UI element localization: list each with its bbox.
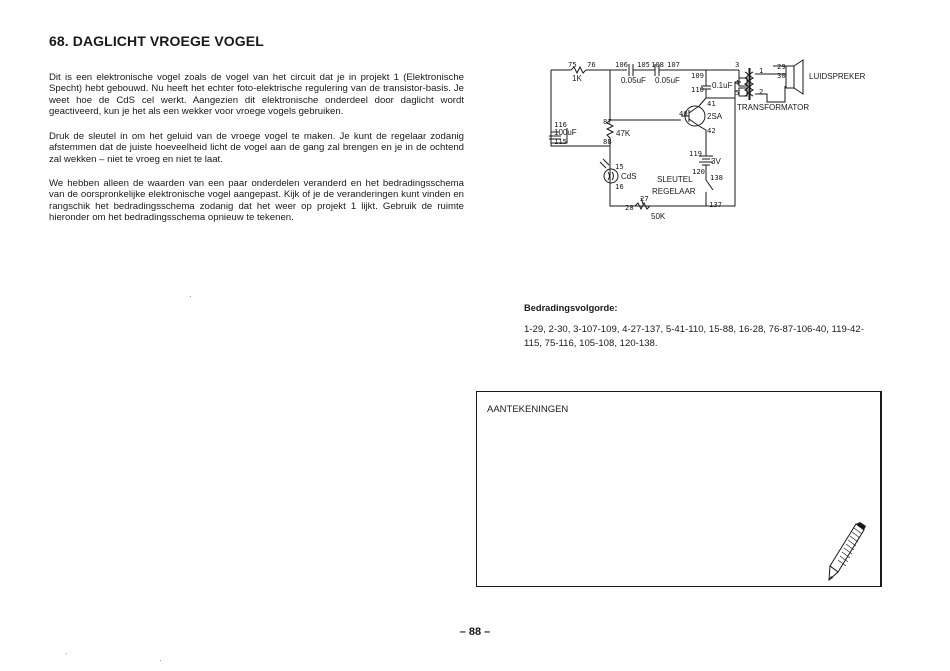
page-number: – 88 – [459, 626, 491, 638]
capacitor-1-label: 0.05uF [621, 76, 646, 85]
scan-speck [190, 296, 191, 297]
notes-box[interactable] [476, 391, 882, 587]
notes-title: AANTEKENINGEN [487, 404, 569, 415]
transformer-label: TRANSFORMATOR [737, 103, 810, 112]
terminal-29-label: 29 [777, 62, 786, 71]
terminal-41-label: 41 [707, 99, 716, 108]
scan-speck [160, 660, 161, 661]
terminal-30-label: 30 [777, 71, 786, 80]
cds-label: CdS [621, 172, 637, 181]
terminal-107-label: 107 [667, 60, 680, 69]
wiring-title: Bedradingsvolgorde: [524, 303, 618, 313]
instruction-paragraph: Druk de sleutel in om het geluid van de vroege vogel te maken. Je kunt de regelaar zodanig afstemmen dat de juiste hoeveelheid licht de vogel aan de gang zal brengen en je in de ochtend zal wekken – niet te vroeg en niet te laat. [49, 131, 464, 165]
terminal-119-label: 119 [689, 149, 702, 158]
potentiometer-value-label: 50K [651, 212, 666, 221]
project-title: 68. DAGLICHT VROEGE VOGEL [49, 33, 264, 49]
terminal-40-label: 40 [679, 109, 688, 118]
battery-label: 3V [711, 157, 721, 166]
terminal-87-label: 87 [603, 117, 612, 126]
terminal-108-label: 108 [651, 60, 664, 69]
transistor-label: 2SA [707, 112, 723, 121]
terminal-88-label: 88 [603, 137, 612, 146]
terminal-110-label: 110 [691, 85, 704, 94]
terminal-138-label: 138 [710, 173, 723, 182]
terminal-116-label: 116 [554, 120, 567, 129]
capacitor-100-label: 100uF [554, 128, 577, 137]
cds-cell-symbol [604, 169, 618, 183]
pencil-icon [826, 522, 866, 584]
terminal-105-label: 105 [637, 60, 650, 69]
terminal-76-label: 76 [587, 60, 596, 69]
terminal-109-label: 109 [691, 71, 704, 80]
key-label: SLEUTEL [657, 175, 693, 184]
terminal-106-label: 106 [615, 60, 628, 69]
terminal-27-label: 27 [640, 194, 649, 203]
terminal-75-label: 75 [568, 60, 577, 69]
terminal-16-label: 16 [615, 182, 624, 191]
terminal-15-label: 15 [615, 162, 624, 171]
scan-speck [66, 653, 67, 654]
terminal-42-label: 42 [707, 126, 716, 135]
capacitor-2-label: 0.05uF [655, 76, 680, 85]
intro-paragraph: Dit is een elektronische vogel zoals de vogel van het circuit dat je in projekt 1 (Elektronische Specht) hebt gebouwd. Nu heeft het echter foto-elektrische regulering van de transistor-basis. Je weet hoe de CdS cel werkt. Aangezien dit elektronische onderdeel door daglicht wordt geactiveerd, kun je het als een wekker voor vroege vogels gebruiken. [49, 72, 464, 117]
wiring-sequence: 1-29, 2-30, 3-107-109, 4-27-137, 5-41-110, 15-88, 16-28, 76-87-106-40, 119-42-115, 75-116, 105-108, 120-138. [524, 324, 864, 349]
capacitor-3-label: 0.1uF [712, 81, 733, 90]
terminal-28-label: 28 [625, 203, 634, 212]
speaker-label: LUIDSPREKER [809, 72, 866, 81]
terminal-115-label: 115 [554, 137, 567, 146]
exercise-paragraph: We hebben alleen de waarden van een paar onderdelen veranderd en het bedradingsschema van de oorspronkelijke elektronische vogel aangepast. Kijk of je de veranderingen kunt vinden en rangschik het bedradingsschema zodanig dat het weer op projekt 1 lijkt. Gebruik de ruimte hieronder om het bedradingsschema opnieuw te tekenen. [49, 178, 464, 223]
terminal-137-label: 137 [709, 200, 722, 209]
terminal-3-label: 3 [735, 60, 740, 69]
potentiometer-label: REGELAAR [652, 187, 696, 196]
circuit-schematic [545, 58, 885, 238]
terminal-2-label: 2 [759, 87, 764, 96]
resistor-1k-label: 1K [572, 74, 582, 83]
resistor-47k-label: 47K [616, 129, 631, 138]
terminal-120-label: 120 [692, 167, 705, 176]
terminal-1-label: 1 [759, 66, 764, 75]
terminal-4-label: 4 [735, 78, 740, 87]
terminal-5-label: 5 [735, 88, 740, 97]
speaker-symbol [786, 66, 794, 88]
